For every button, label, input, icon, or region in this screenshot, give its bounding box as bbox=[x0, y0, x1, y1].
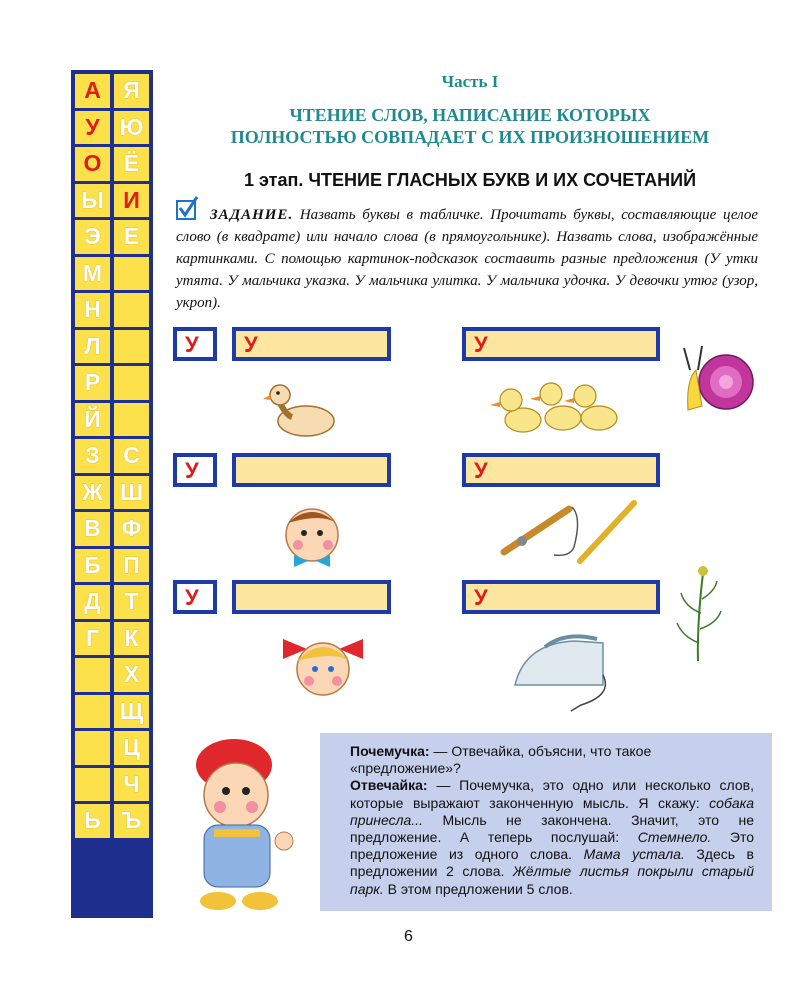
alphabet-cell: Ч bbox=[114, 768, 149, 805]
alphabet-cell: Д bbox=[75, 585, 110, 622]
alphabet-cell: Э bbox=[75, 220, 110, 257]
section-title bbox=[175, 104, 765, 148]
alphabet-cell: Р bbox=[75, 366, 110, 403]
alphabet-cell: П bbox=[114, 549, 149, 586]
part-heading: Часть I bbox=[441, 72, 499, 91]
example-3: Мама устала. bbox=[583, 846, 685, 863]
word-start-frame-5 bbox=[232, 580, 391, 614]
explanation-3: Здесь в предложении 2 слова. bbox=[350, 846, 754, 880]
dialog-line-1 bbox=[350, 743, 754, 777]
iron-icon bbox=[505, 625, 615, 713]
alphabet-cell: Ю bbox=[114, 111, 149, 148]
example-2: Стемнело. bbox=[637, 829, 712, 846]
alphabet-cell: А bbox=[75, 74, 110, 111]
letter-u: У bbox=[185, 585, 199, 610]
alphabet-cell bbox=[75, 658, 110, 695]
alphabet-cell bbox=[114, 366, 149, 403]
alphabet-cell bbox=[75, 768, 110, 805]
alphabet-cell: Т bbox=[114, 585, 149, 622]
speaker-2: Отвечайка: bbox=[350, 777, 428, 794]
speaker-1-text: — Отвечайка, объясни, что такое «предложение»? bbox=[350, 743, 652, 777]
explanation-1: Мысль не закончена. Значит, это не предложение. А теперь послушай: bbox=[350, 811, 754, 846]
letter-u: У bbox=[474, 585, 488, 610]
alphabet-cell: Х bbox=[114, 658, 149, 695]
alphabet-cell bbox=[75, 695, 110, 732]
letter-u: У bbox=[474, 332, 488, 357]
alphabet-cell: Г bbox=[75, 622, 110, 659]
letter-u: У bbox=[244, 332, 258, 357]
ducklings-icon bbox=[485, 376, 625, 438]
word-start-frame-6 bbox=[462, 580, 660, 614]
alphabet-cell: И bbox=[114, 184, 149, 221]
word-start-frame-1 bbox=[232, 327, 391, 361]
alphabet-cell: Ь bbox=[75, 804, 110, 841]
dialog-panel bbox=[320, 733, 772, 911]
alphabet-cell: Ш bbox=[114, 476, 149, 513]
alphabet-cell: К bbox=[114, 622, 149, 659]
explanation-4: В этом предложении 5 слов. bbox=[383, 880, 573, 897]
example-4: Жёлтые листья покрыли старый парк. bbox=[350, 863, 754, 897]
alphabet-cell: Ъ bbox=[114, 804, 149, 841]
alphabet-cell: Ы bbox=[75, 184, 110, 221]
alphabet-strip bbox=[71, 70, 153, 918]
alphabet-cell: Б bbox=[75, 549, 110, 586]
alphabet-cell: Ф bbox=[114, 512, 149, 549]
letter-square-2 bbox=[173, 453, 217, 487]
alphabet-cell: Я bbox=[114, 74, 149, 111]
word-start-frame-3 bbox=[232, 453, 391, 487]
letter-square-3 bbox=[173, 580, 217, 614]
boy-character-icon bbox=[180, 725, 298, 915]
duck-icon bbox=[262, 377, 338, 439]
alphabet-cell: Щ bbox=[114, 695, 149, 732]
stage-heading: 1 этап. ЧТЕНИЕ ГЛАСНЫХ БУКВ И ИХ СОЧЕТАНИЙ bbox=[243, 170, 697, 190]
dialog-line-2 bbox=[350, 777, 754, 897]
task-text bbox=[176, 204, 758, 314]
alphabet-cell: З bbox=[75, 439, 110, 476]
alphabet-cell: О bbox=[75, 147, 110, 184]
alphabet-cell bbox=[114, 257, 149, 294]
letter-u: У bbox=[185, 332, 199, 357]
alphabet-cell bbox=[75, 731, 110, 768]
section-title-line-2: ПОЛНОСТЬЮ СОВПАДАЕТ С ИХ ПРОИЗНОШЕНИЕМ bbox=[230, 127, 710, 147]
alphabet-cell bbox=[114, 403, 149, 440]
example-1: собака принесла... bbox=[350, 794, 754, 828]
word-start-frame-2 bbox=[462, 327, 660, 361]
alphabet-cell bbox=[114, 330, 149, 367]
dill-icon bbox=[673, 563, 723, 663]
alphabet-grid bbox=[75, 74, 149, 914]
alphabet-cell: Н bbox=[75, 293, 110, 330]
girl-face-icon bbox=[275, 625, 371, 703]
fishing-rod-and-pointer-icon bbox=[494, 497, 644, 567]
task-body: Назвать буквы в табличке. Прочитать буквы, составляющие целое слово (в квадрате) или начало слова (в прямоугольнике). Назвать слова, изображённые картинками. С помощью картинок-подсказок составить разные предложения (У утки утята. У мальчика указка. У мальчика улитка. У мальчика удочка. У девочки утюг (узор, укроп). bbox=[176, 207, 758, 311]
alphabet-cell bbox=[114, 293, 149, 330]
alphabet-cell: Е bbox=[114, 220, 149, 257]
explanation-2: Это предложение из одного слова. bbox=[350, 829, 754, 863]
alphabet-cell: Ё bbox=[114, 147, 149, 184]
alphabet-cell: М bbox=[75, 257, 110, 294]
speaker-1: Почемучка: bbox=[350, 743, 430, 759]
alphabet-cell: Й bbox=[75, 403, 110, 440]
alphabet-cell: Ж bbox=[75, 476, 110, 513]
speaker-2-text: — Почемучка, это одно или несколько слов, которые выражают законченную мысль. Я скажу: bbox=[350, 777, 754, 811]
alphabet-cell: У bbox=[75, 111, 110, 148]
letter-u: У bbox=[474, 458, 488, 483]
word-start-frame-4 bbox=[462, 453, 660, 487]
alphabet-cell: В bbox=[75, 512, 110, 549]
boy-face-icon bbox=[272, 503, 352, 575]
task-label: ЗАДАНИЕ. bbox=[210, 207, 294, 223]
alphabet-cell: Л bbox=[75, 330, 110, 367]
alphabet-cell: Ц bbox=[114, 731, 149, 768]
snail-icon bbox=[676, 340, 760, 416]
letter-square-1 bbox=[173, 327, 217, 361]
alphabet-cell: С bbox=[114, 439, 149, 476]
section-title-line-1: ЧТЕНИЕ СЛОВ, НАПИСАНИЕ КОТОРЫХ bbox=[289, 105, 651, 125]
page-number: 6 bbox=[404, 928, 413, 945]
letter-u: У bbox=[185, 458, 199, 483]
